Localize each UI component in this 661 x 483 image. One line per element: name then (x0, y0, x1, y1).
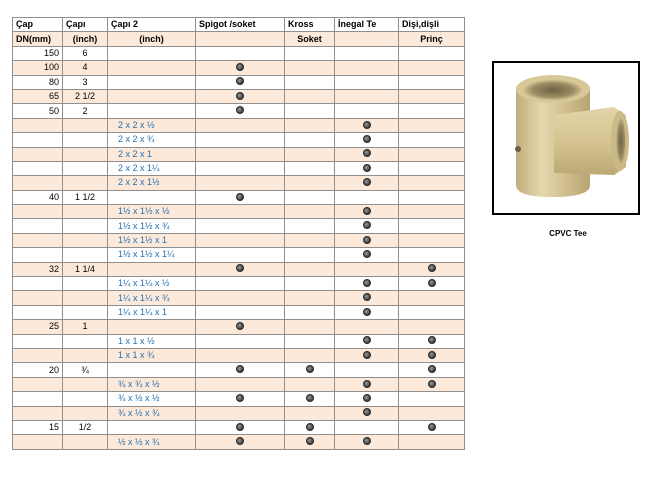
availability-mark-icon (363, 178, 371, 186)
cell-capi2-reduction: 1¼ x 1¼ x 1 (108, 305, 196, 319)
cell-capi2-reduction: ¾ x ½ x ¾ (108, 406, 196, 420)
cell-disi-disli-princ (399, 176, 465, 190)
cell-spigot-soket (196, 133, 285, 147)
table-row (13, 190, 465, 204)
availability-mark-icon (363, 308, 371, 316)
cell-capi-inch: ¾ (63, 363, 108, 377)
cell-inegal-te (335, 291, 399, 305)
availability-mark-icon (428, 336, 436, 344)
table-row (13, 291, 465, 305)
cell-capi-inch: 4 (63, 61, 108, 75)
cell-capi2-reduction (108, 46, 196, 60)
table-row (13, 147, 465, 161)
subheader-princ: Prinç (399, 32, 465, 46)
table-row (13, 392, 465, 406)
table-row (13, 46, 465, 60)
cell-spigot-soket (196, 46, 285, 60)
cell-capi-inch (63, 277, 108, 291)
cell-capi-inch (63, 406, 108, 420)
cell-disi-disli-princ (399, 161, 465, 175)
availability-mark-icon (236, 437, 244, 445)
availability-mark-icon (363, 135, 371, 143)
cell-kross-soket (285, 348, 335, 362)
cell-inegal-te (335, 147, 399, 161)
cell-inegal-te (335, 118, 399, 132)
cell-cap-dn (13, 305, 63, 319)
cell-spigot-soket (196, 248, 285, 262)
cell-disi-disli-princ (399, 190, 465, 204)
table-row (13, 61, 465, 75)
availability-mark-icon (236, 423, 244, 431)
cell-capi2-reduction: 1 x 1 x ¾ (108, 348, 196, 362)
cell-kross-soket (285, 75, 335, 89)
cell-kross-soket (285, 147, 335, 161)
cell-cap-dn (13, 334, 63, 348)
cpvc-tee-image (494, 63, 638, 213)
cell-capi2-reduction: 1 x 1 x ½ (108, 334, 196, 348)
table-row (13, 104, 465, 118)
cell-cap-dn: 20 (13, 363, 63, 377)
availability-mark-icon (236, 322, 244, 330)
cell-disi-disli-princ (399, 219, 465, 233)
cell-capi2-reduction (108, 262, 196, 276)
cell-disi-disli-princ (399, 46, 465, 60)
cell-capi2-reduction: ¾ x ¾ x ½ (108, 377, 196, 391)
availability-mark-icon (236, 193, 244, 201)
cell-kross-soket (285, 133, 335, 147)
availability-mark-icon (428, 423, 436, 431)
availability-mark-icon (363, 221, 371, 229)
cell-capi-inch (63, 147, 108, 161)
cell-spigot-soket (196, 334, 285, 348)
availability-mark-icon (428, 365, 436, 373)
cell-inegal-te (335, 277, 399, 291)
cell-inegal-te (335, 133, 399, 147)
header-capi2: Çapı 2 (108, 18, 196, 32)
cell-spigot-soket (196, 205, 285, 219)
availability-mark-icon (306, 365, 314, 373)
table-row (13, 205, 465, 219)
cell-disi-disli-princ (399, 233, 465, 247)
cell-spigot-soket (196, 392, 285, 406)
cell-capi2-reduction (108, 104, 196, 118)
cell-spigot-soket (196, 161, 285, 175)
cell-capi2-reduction (108, 420, 196, 434)
cell-kross-soket (285, 190, 335, 204)
cell-cap-dn: 100 (13, 61, 63, 75)
cell-cap-dn (13, 291, 63, 305)
cell-cap-dn: 65 (13, 89, 63, 103)
header-capi: Çapı (63, 18, 108, 32)
header-row-1 (13, 18, 465, 32)
cell-disi-disli-princ (399, 320, 465, 334)
cell-cap-dn (13, 176, 63, 190)
cell-kross-soket (285, 262, 335, 276)
cell-kross-soket (285, 176, 335, 190)
cell-capi2-reduction (108, 61, 196, 75)
cell-kross-soket (285, 233, 335, 247)
availability-mark-icon (363, 293, 371, 301)
table-row (13, 118, 465, 132)
cell-kross-soket (285, 377, 335, 391)
cell-spigot-soket (196, 291, 285, 305)
cell-inegal-te (335, 89, 399, 103)
cell-cap-dn (13, 348, 63, 362)
subheader-inch: (inch) (63, 32, 108, 46)
table-row (13, 233, 465, 247)
cell-capi-inch (63, 133, 108, 147)
availability-mark-icon (428, 279, 436, 287)
cell-cap-dn: 32 (13, 262, 63, 276)
availability-mark-icon (363, 164, 371, 172)
cell-capi2-reduction (108, 363, 196, 377)
table-row (13, 406, 465, 420)
cell-inegal-te (335, 406, 399, 420)
cell-disi-disli-princ (399, 262, 465, 276)
cell-disi-disli-princ (399, 291, 465, 305)
cell-disi-disli-princ (399, 205, 465, 219)
table-row (13, 133, 465, 147)
cell-capi-inch: 1/2 (63, 420, 108, 434)
cell-disi-disli-princ (399, 348, 465, 362)
subheader-dn-mm: DN(mm) (13, 32, 63, 46)
availability-mark-icon (363, 394, 371, 402)
table-row (13, 420, 465, 434)
cell-inegal-te (335, 420, 399, 434)
availability-mark-icon (363, 336, 371, 344)
cell-kross-soket (285, 46, 335, 60)
table-row (13, 377, 465, 391)
cell-disi-disli-princ (399, 147, 465, 161)
availability-mark-icon (428, 351, 436, 359)
cell-spigot-soket (196, 406, 285, 420)
header-disi-disli: Dişi,dişli (399, 18, 465, 32)
cell-cap-dn (13, 277, 63, 291)
cell-inegal-te (335, 334, 399, 348)
cell-cap-dn (13, 147, 63, 161)
cell-capi2-reduction (108, 320, 196, 334)
availability-mark-icon (306, 437, 314, 445)
cell-capi2-reduction: ½ x ½ x ¾ (108, 435, 196, 449)
cell-cap-dn: 80 (13, 75, 63, 89)
cell-kross-soket (285, 392, 335, 406)
cell-inegal-te (335, 104, 399, 118)
cell-disi-disli-princ (399, 104, 465, 118)
availability-mark-icon (363, 149, 371, 157)
header-inegal-te: İnegal Te (335, 18, 399, 32)
cell-capi-inch (63, 233, 108, 247)
availability-mark-icon (363, 207, 371, 215)
cell-capi-inch (63, 291, 108, 305)
header-row-2 (13, 32, 465, 46)
cell-disi-disli-princ (399, 435, 465, 449)
availability-mark-icon (236, 394, 244, 402)
cell-inegal-te (335, 248, 399, 262)
cell-cap-dn: 15 (13, 420, 63, 434)
cell-capi2-reduction: 1½ x 1½ x ½ (108, 205, 196, 219)
cell-capi-inch (63, 392, 108, 406)
cell-capi-inch (63, 176, 108, 190)
cell-disi-disli-princ (399, 377, 465, 391)
cell-cap-dn (13, 233, 63, 247)
cell-disi-disli-princ (399, 277, 465, 291)
cell-spigot-soket (196, 277, 285, 291)
cell-disi-disli-princ (399, 89, 465, 103)
subheader-inch-2: (inch) (108, 32, 196, 46)
table-row (13, 161, 465, 175)
cell-cap-dn (13, 377, 63, 391)
cell-spigot-soket (196, 61, 285, 75)
cell-capi2-reduction: 1½ x 1½ x 1 (108, 233, 196, 247)
table-row (13, 176, 465, 190)
cell-disi-disli-princ (399, 392, 465, 406)
cell-kross-soket (285, 420, 335, 434)
cell-spigot-soket (196, 190, 285, 204)
cell-capi2-reduction (108, 75, 196, 89)
availability-mark-icon (363, 380, 371, 388)
cell-cap-dn: 50 (13, 104, 63, 118)
availability-mark-icon (236, 106, 244, 114)
table-row (13, 334, 465, 348)
cell-kross-soket (285, 104, 335, 118)
cell-spigot-soket (196, 147, 285, 161)
cell-inegal-te (335, 46, 399, 60)
cell-capi-inch: 2 1/2 (63, 89, 108, 103)
cell-disi-disli-princ (399, 420, 465, 434)
cell-inegal-te (335, 205, 399, 219)
cell-capi2-reduction: 2 x 2 x 1 (108, 147, 196, 161)
cell-capi-inch (63, 219, 108, 233)
cell-capi-inch (63, 248, 108, 262)
cell-kross-soket (285, 277, 335, 291)
cell-inegal-te (335, 233, 399, 247)
cell-spigot-soket (196, 262, 285, 276)
cell-kross-soket (285, 118, 335, 132)
cell-spigot-soket (196, 176, 285, 190)
cell-capi-inch: 6 (63, 46, 108, 60)
table-row (13, 262, 465, 276)
cell-capi-inch (63, 161, 108, 175)
cell-disi-disli-princ (399, 363, 465, 377)
cell-capi-inch (63, 334, 108, 348)
availability-mark-icon (363, 236, 371, 244)
cell-kross-soket (285, 89, 335, 103)
header-kross: Kross (285, 18, 335, 32)
cell-kross-soket (285, 219, 335, 233)
cell-inegal-te (335, 262, 399, 276)
cell-cap-dn (13, 435, 63, 449)
cell-capi2-reduction (108, 190, 196, 204)
cell-capi-inch (63, 377, 108, 391)
product-caption: CPVC Tee (549, 229, 587, 238)
cell-capi-inch: 1 1/2 (63, 190, 108, 204)
cell-capi-inch: 1 (63, 320, 108, 334)
availability-mark-icon (236, 77, 244, 85)
cell-disi-disli-princ (399, 305, 465, 319)
table-row (13, 248, 465, 262)
cell-disi-disli-princ (399, 248, 465, 262)
cell-spigot-soket (196, 233, 285, 247)
cell-kross-soket (285, 320, 335, 334)
cell-kross-soket (285, 406, 335, 420)
cell-cap-dn: 25 (13, 320, 63, 334)
fittings-spec-table (12, 17, 465, 450)
table-row (13, 277, 465, 291)
cell-inegal-te (335, 348, 399, 362)
cell-spigot-soket (196, 305, 285, 319)
cell-cap-dn (13, 406, 63, 420)
cell-kross-soket (285, 291, 335, 305)
cell-capi2-reduction: 1½ x 1½ x ¾ (108, 219, 196, 233)
cell-kross-soket (285, 161, 335, 175)
cell-cap-dn (13, 133, 63, 147)
table-row (13, 435, 465, 449)
cell-spigot-soket (196, 348, 285, 362)
cell-capi2-reduction: 1¼ x 1¼ x ½ (108, 277, 196, 291)
availability-mark-icon (236, 63, 244, 71)
availability-mark-icon (306, 423, 314, 431)
cell-spigot-soket (196, 377, 285, 391)
availability-mark-icon (236, 92, 244, 100)
cell-inegal-te (335, 363, 399, 377)
availability-mark-icon (363, 437, 371, 445)
cell-capi-inch: 1 1/4 (63, 262, 108, 276)
subheader-empty (196, 32, 285, 46)
table-row (13, 305, 465, 319)
cell-spigot-soket (196, 420, 285, 434)
cell-kross-soket (285, 205, 335, 219)
table-row (13, 75, 465, 89)
cell-cap-dn: 40 (13, 190, 63, 204)
cell-spigot-soket (196, 320, 285, 334)
availability-mark-icon (236, 264, 244, 272)
cell-inegal-te (335, 320, 399, 334)
cell-disi-disli-princ (399, 118, 465, 132)
cell-capi2-reduction: 2 x 2 x ½ (108, 118, 196, 132)
cell-kross-soket (285, 435, 335, 449)
cell-capi-inch: 3 (63, 75, 108, 89)
cell-kross-soket (285, 363, 335, 377)
cell-cap-dn (13, 161, 63, 175)
cell-capi-inch (63, 435, 108, 449)
table-row (13, 89, 465, 103)
availability-mark-icon (363, 351, 371, 359)
table-row (13, 320, 465, 334)
cell-capi-inch (63, 118, 108, 132)
cell-capi-inch (63, 305, 108, 319)
cell-cap-dn (13, 205, 63, 219)
cell-inegal-te (335, 75, 399, 89)
cell-cap-dn (13, 248, 63, 262)
cell-disi-disli-princ (399, 133, 465, 147)
cell-spigot-soket (196, 435, 285, 449)
cell-capi-inch: 2 (63, 104, 108, 118)
cell-cap-dn (13, 392, 63, 406)
cell-cap-dn (13, 219, 63, 233)
cell-inegal-te (335, 219, 399, 233)
cell-capi2-reduction: 2 x 2 x 1¼ (108, 161, 196, 175)
cell-inegal-te (335, 435, 399, 449)
cell-inegal-te (335, 176, 399, 190)
cell-disi-disli-princ (399, 406, 465, 420)
cell-kross-soket (285, 305, 335, 319)
cell-inegal-te (335, 392, 399, 406)
cell-spigot-soket (196, 118, 285, 132)
cell-capi-inch (63, 348, 108, 362)
subheader-soket: Soket (285, 32, 335, 46)
cell-cap-dn (13, 118, 63, 132)
header-cap: Çap (13, 18, 63, 32)
product-photo-frame (492, 61, 640, 215)
availability-mark-icon (363, 121, 371, 129)
cell-capi2-reduction: 1¼ x 1¼ x ¾ (108, 291, 196, 305)
cell-spigot-soket (196, 104, 285, 118)
availability-mark-icon (363, 279, 371, 287)
cell-disi-disli-princ (399, 75, 465, 89)
cell-disi-disli-princ (399, 61, 465, 75)
availability-mark-icon (306, 394, 314, 402)
table-row (13, 219, 465, 233)
availability-mark-icon (428, 264, 436, 272)
cell-inegal-te (335, 377, 399, 391)
table-row (13, 348, 465, 362)
subheader-empty (335, 32, 399, 46)
cell-capi2-reduction: 1½ x 1½ x 1¼ (108, 248, 196, 262)
table-row (13, 363, 465, 377)
cell-inegal-te (335, 61, 399, 75)
cell-spigot-soket (196, 363, 285, 377)
availability-mark-icon (428, 380, 436, 388)
cell-capi2-reduction (108, 89, 196, 103)
cell-kross-soket (285, 248, 335, 262)
cell-kross-soket (285, 61, 335, 75)
cell-disi-disli-princ (399, 334, 465, 348)
cell-capi2-reduction: 2 x 2 x 1½ (108, 176, 196, 190)
cell-inegal-te (335, 305, 399, 319)
cell-inegal-te (335, 161, 399, 175)
cell-cap-dn: 150 (13, 46, 63, 60)
header-spigot-soket: Spigot /soket (196, 18, 285, 32)
availability-mark-icon (236, 365, 244, 373)
cell-capi-inch (63, 205, 108, 219)
availability-mark-icon (363, 408, 371, 416)
cell-spigot-soket (196, 89, 285, 103)
cell-spigot-soket (196, 75, 285, 89)
availability-mark-icon (363, 250, 371, 258)
cell-inegal-te (335, 190, 399, 204)
cell-kross-soket (285, 334, 335, 348)
cell-capi2-reduction: ¾ x ½ x ½ (108, 392, 196, 406)
cell-spigot-soket (196, 219, 285, 233)
cell-capi2-reduction: 2 x 2 x ¾ (108, 133, 196, 147)
